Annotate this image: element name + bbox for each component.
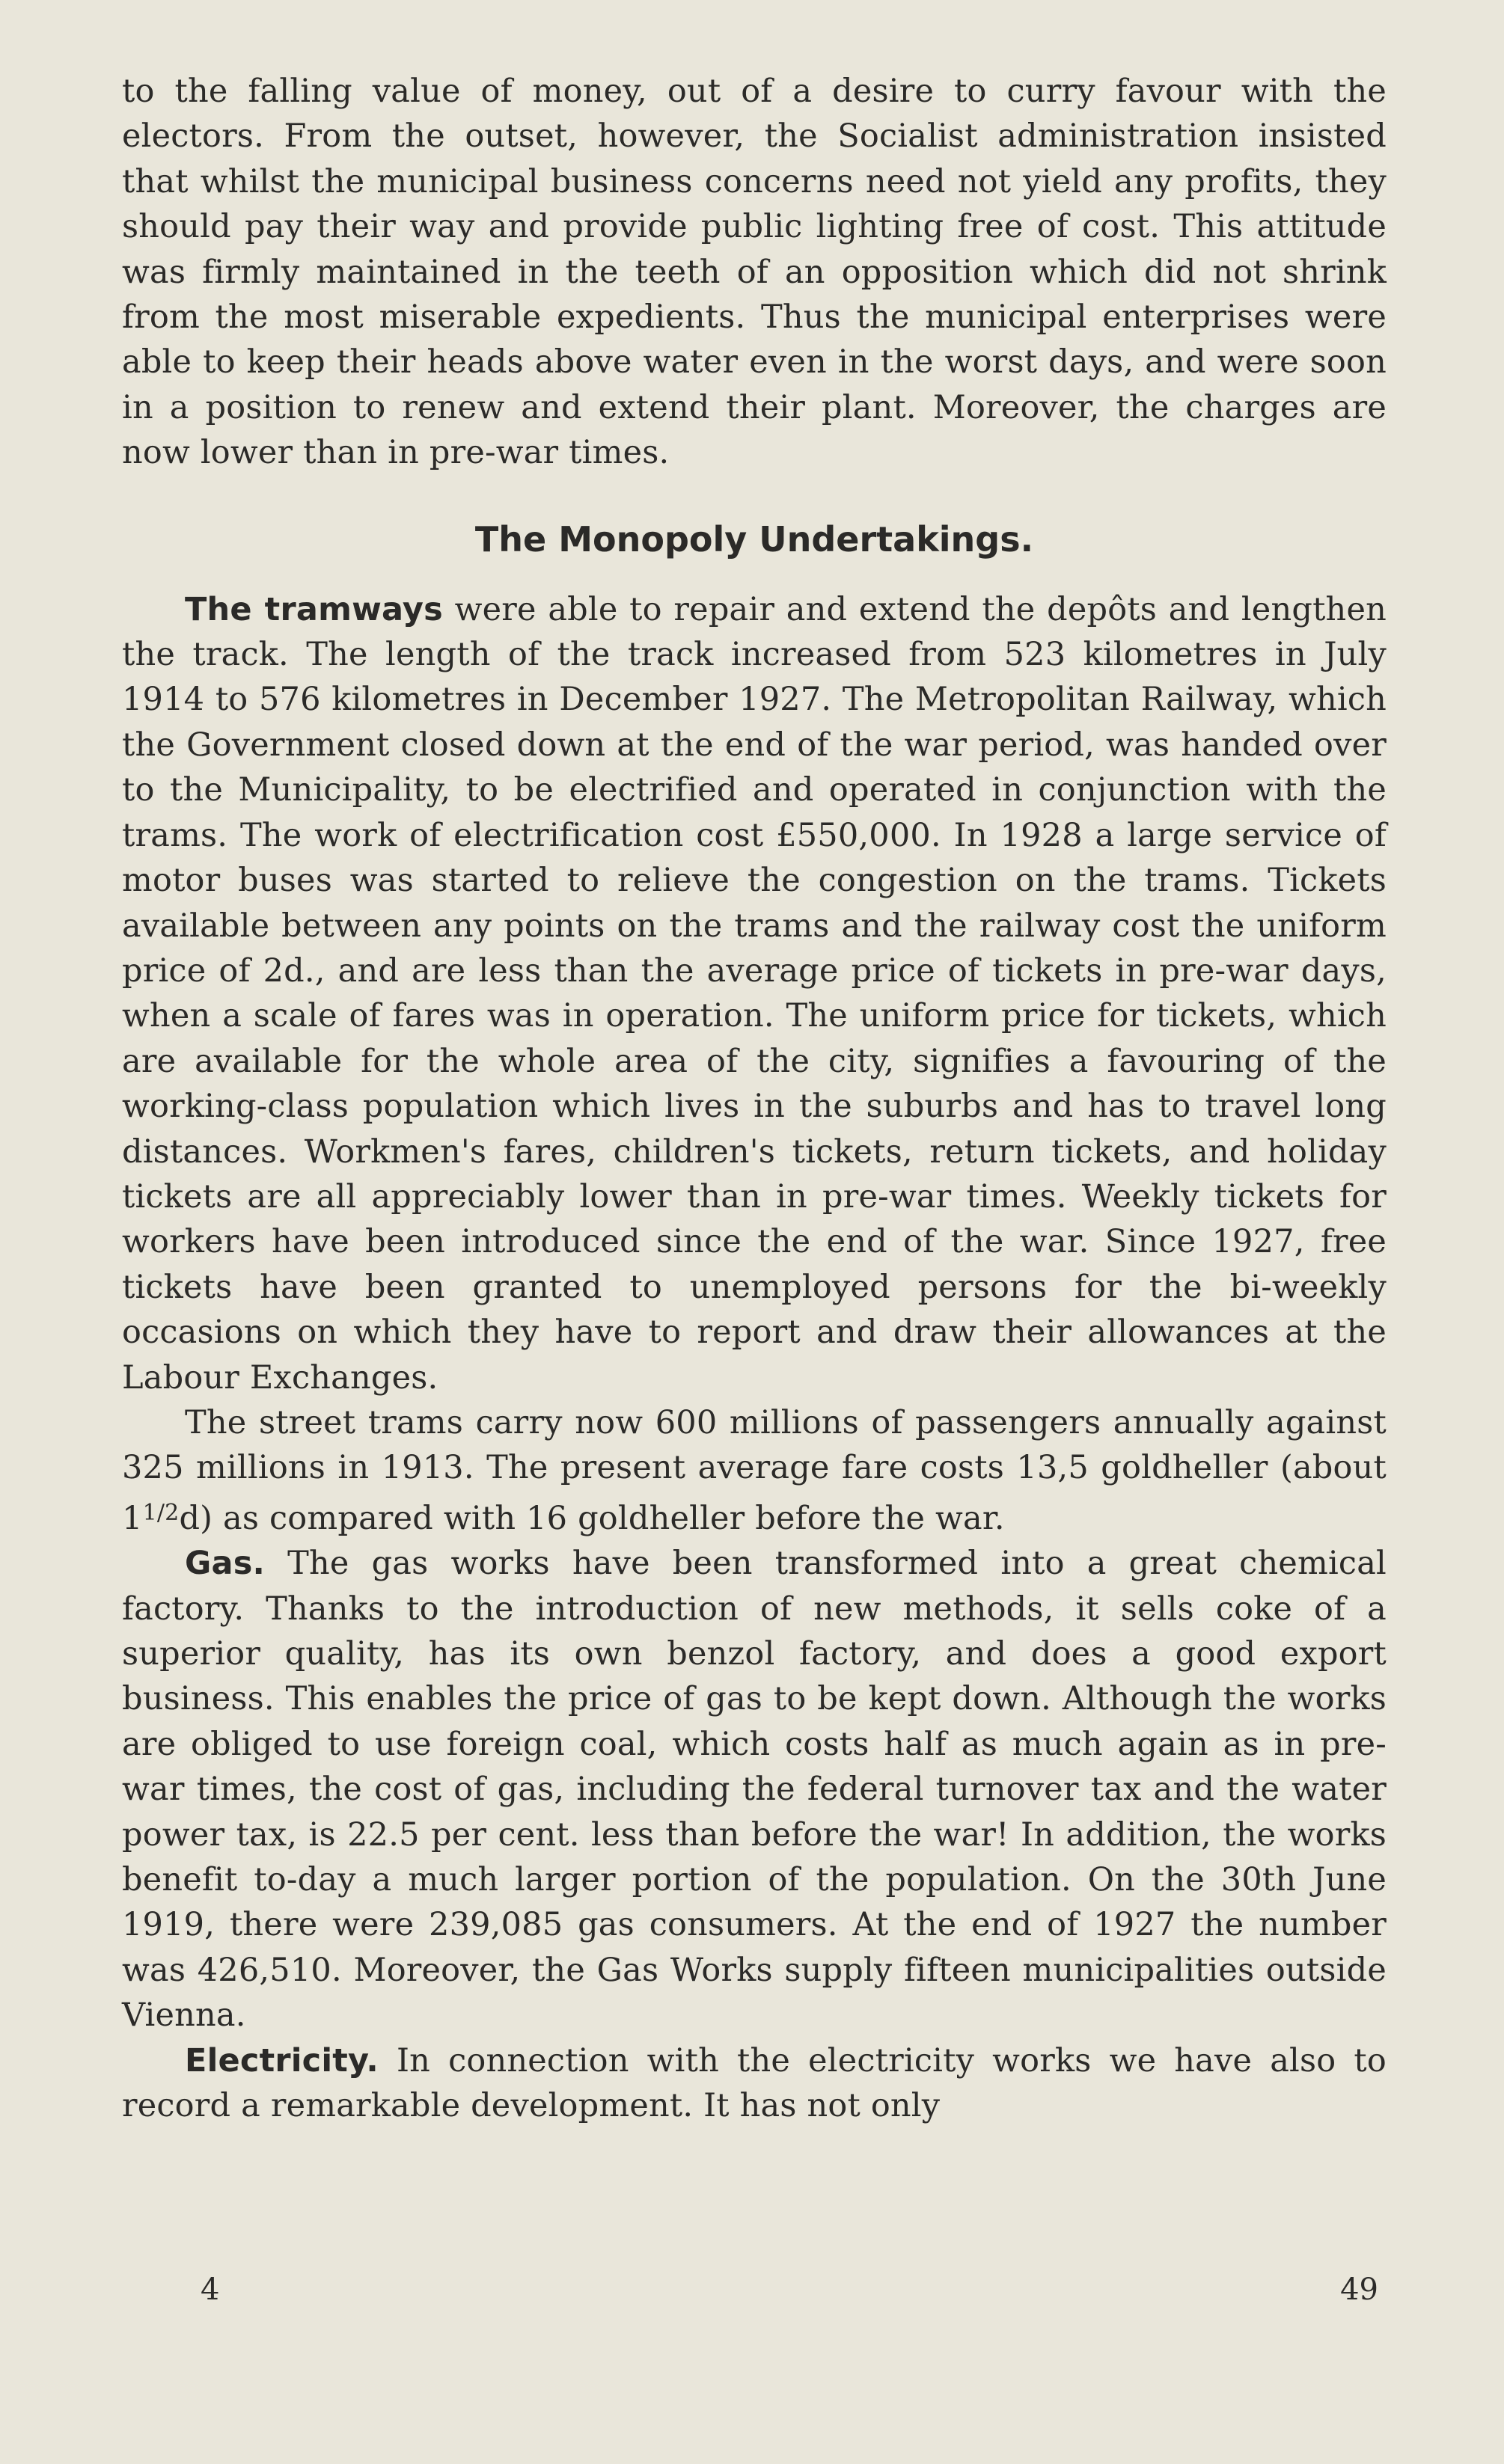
signature-mark: 4 <box>201 2273 220 2307</box>
intro-paragraph <box>122 69 1387 476</box>
gas-lead: Gas. <box>185 1545 266 1583</box>
electricity-text: In connection with the electricity works we have also to record a remarkable development. It has not only <box>122 2041 1387 2125</box>
tramways-paragraph <box>122 587 1387 1400</box>
street-trams-text-after: d) as compared with 16 goldheller before the war. <box>179 1499 1005 1537</box>
electricity-lead: Electricity. <box>185 2041 379 2080</box>
electricity-paragraph <box>122 2038 1387 2129</box>
intro-text: to the falling value of money, out of a desire to curry favour with the electors. From the outset, however, the Socialist administration insisted that whilst the municipal business concerns need not yield any profits, they should pay their way and provide public lighting free of cost. This attitude was firmly maintained in the teeth of an opposition which did not shrink from the most miserable expedients. Thus the municipal enterprises were able to keep their heads above water even in the worst days, and were soon in a position to renew and extend their plant. Moreover, the charges are now lower than in pre-war times. <box>122 73 1387 472</box>
gas-paragraph <box>122 1541 1387 2038</box>
tramways-text: were able to repair and extend the depôts and lengthen the track. The length of the track increased from 523 kilometres in July 1914 to 576 kilometres in December 1927. The Metropolitan Railway, which the Government closed down at the end of the war period, was handed over to the Municipality, to be electrified and operated in conjunction with the trams. The work of electrification cost £550,000. In 1928 a large service of motor buses was started to relieve the congestion on the trams. Tickets available between any points on the trams and the railway cost the uniform price of 2d., and are less than the average price of tickets in pre-war days, when a scale of fares was in operation. The uniform price for tickets, which are available for the whole area of the city, signifies a favouring of the working-class population which lives in the suburbs and has to travel long distances. Workmen's fares, children's tickets, return tickets, and holiday tickets are all appreciably lower than in pre-war times. Weekly tickets for workers have been introduced since the end of the war. Since 1927, free tickets have been granted to unemployed persons for the bi-weekly occasions on which they have to report and draw their allowances at the Labour Exchanges. <box>122 590 1387 1397</box>
page-number: 49 <box>1340 2273 1378 2307</box>
fraction-half: 1/2 <box>142 1499 180 1526</box>
body-text <box>122 69 1387 2128</box>
section-heading: The Monopoly Undertakings. <box>474 518 1034 560</box>
tramways-lead: The tramways <box>185 590 443 628</box>
gas-text: The gas works have been transformed into a great chemical factory. Thanks to the introduction of new methods, it sells coke of a superior quality, has its own benzol factory, and does a good export business. This enables the price of gas to be kept down. Although the works are obliged to use foreign coal, which costs half as much again as in pre-war times, the cost of gas, including the federal turnover tax and the water power tax, is 22.5 per cent. less than before the war! In addition, the works benefit to-day a much larger portion of the population. On the 30th June 1919, there were 239,085 gas consumers. At the end of 1927 the number was 426,510. Moreover, the Gas Works supply fifteen municipalities outside Vienna. <box>122 1545 1387 2035</box>
street-trams-text-before: The street trams carry now 600 millions of passengers annually against 325 millions in 1913. The present average fare costs 13,5 goldheller (about 1 <box>122 1403 1387 1537</box>
street-trams-paragraph <box>122 1400 1387 1541</box>
